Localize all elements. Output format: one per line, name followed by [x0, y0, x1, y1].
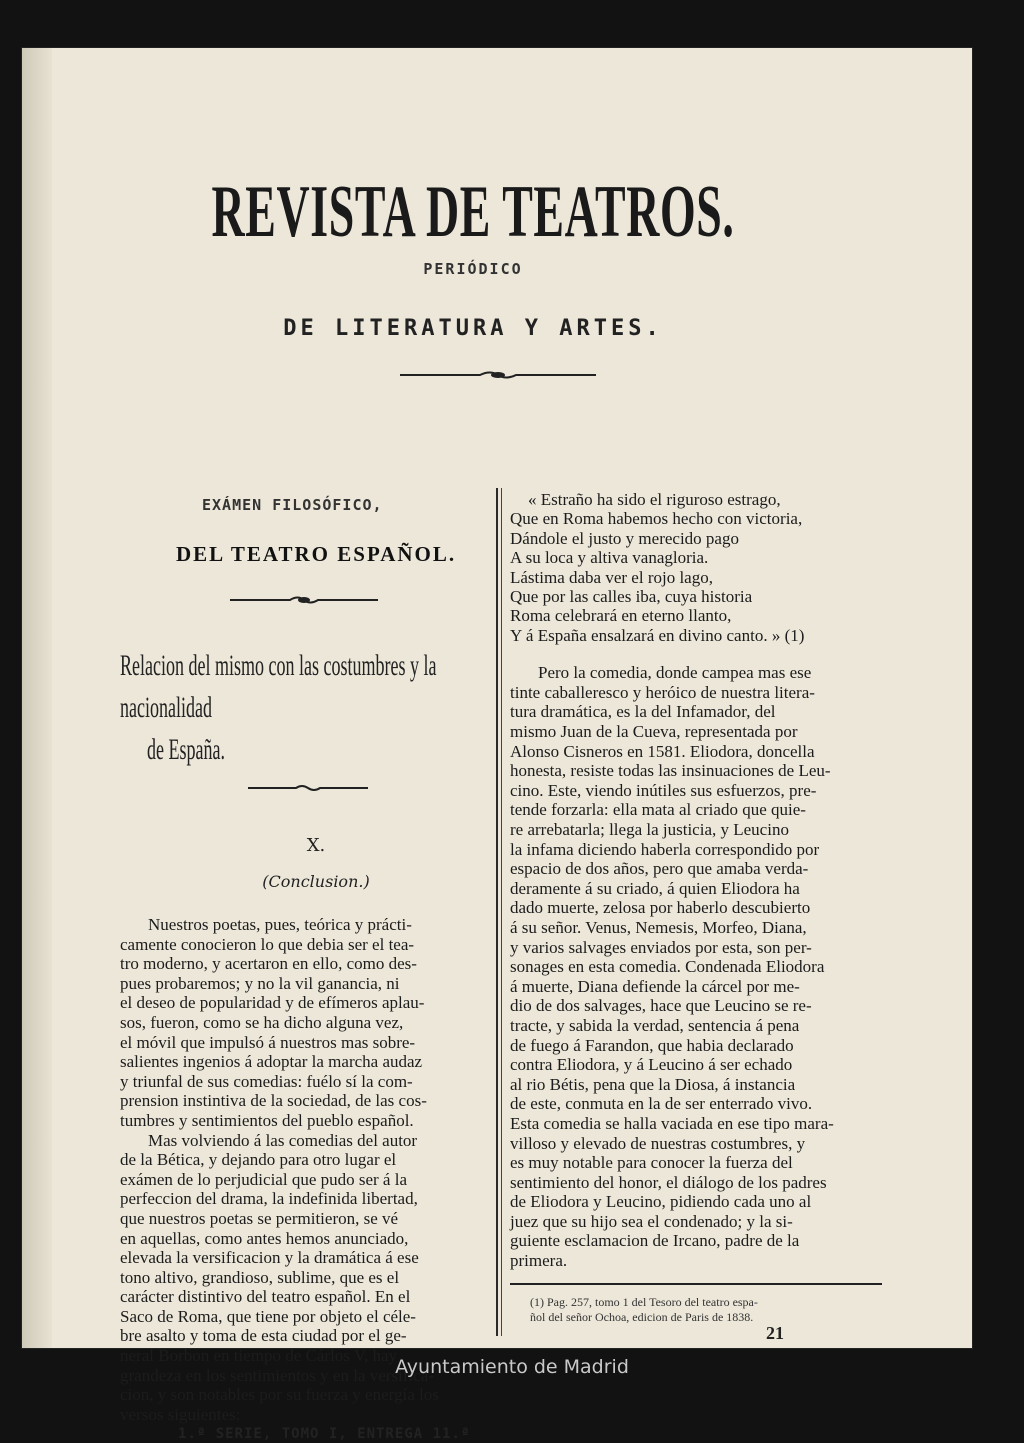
text-line: dado muerte, zelosa por haberlo descubierto	[510, 898, 811, 918]
footnote-line: (1) Pag. 257, tomo 1 del Tesoro del teatro espa-	[530, 1294, 758, 1309]
page-spine	[22, 48, 52, 1348]
section-subheading: DEL TEATRO ESPAÑOL.	[176, 542, 457, 566]
text-line: carácter distintivo del teatro español. En el	[120, 1287, 411, 1307]
text-line: honesta, resiste todas las insinuaciones de Leu-	[510, 761, 831, 781]
text-line: perfeccion del drama, la indefinida libertad,	[120, 1189, 418, 1209]
text-line: tono altivo, grandioso, sublime, que es el	[120, 1267, 400, 1287]
text-line: mismo Juan de la Cueva, representada por	[510, 722, 798, 742]
text-line: Esta comedia se halla vaciada en ese tipo mara-	[510, 1113, 834, 1133]
footnote-line: ñol del señor Ochoa, edicion de Paris de 1838.	[530, 1309, 754, 1324]
chapter-numeral: X.	[306, 835, 326, 856]
text-line: tumbres y sentimientos del pueblo español.	[120, 1110, 414, 1130]
issue-footer: 1.ª SERIE, TOMO I, ENTREGA 11.ª	[178, 1426, 471, 1443]
right-column	[510, 488, 890, 1344]
section-ornament	[230, 595, 512, 605]
text-line: re arrebatarla; llega la justicia, y Leucino	[510, 820, 789, 839]
text-line: bre asalto y toma de esta ciudad por el ge-	[120, 1326, 407, 1346]
verse-line: « Estraño ha sido el riguroso estrago,	[528, 490, 781, 509]
verse-line: A su loca y altiva vanagloria.	[510, 548, 709, 568]
text-line: tracte, y sabida la verdad, sentencia á pena	[510, 1015, 800, 1035]
text-line: en aquellas, como antes hemos anunciado,	[120, 1228, 409, 1248]
text-line: de Eliodora y Leucino, pidiendo cada uno al	[510, 1192, 812, 1212]
text-line: villoso y elevado de nuestras costumbres, y	[510, 1133, 806, 1153]
relation-ornament	[248, 783, 512, 793]
text-line: versos siguientes:	[120, 1404, 241, 1424]
text-line: á su señor. Venus, Nemesis, Morfeo, Diana,	[510, 917, 807, 937]
paragraph-2	[120, 1131, 512, 1425]
text-line: Pero la comedia, donde campea mas ese	[538, 663, 812, 683]
paragraph-1	[120, 915, 512, 1131]
text-line: y varios salvages enviados por esta, son per-	[510, 937, 812, 957]
watermark: Ayuntamiento de Madrid	[395, 1356, 629, 1378]
section-heading: EXÁMEN FILOSÓFICO,	[202, 496, 383, 514]
text-line: el deseo de popularidad y de efímeros aplau-	[120, 993, 425, 1013]
journal-subtitle: PERIÓDICO	[423, 260, 523, 278]
verse-line: Que por las calles iba, cuya historia	[510, 587, 753, 607]
verse-line: Roma celebrará en eterno llanto,	[510, 606, 732, 626]
text-line: espacio de dos años, pero que amaba verda-	[510, 859, 809, 879]
header-ornament	[400, 370, 596, 380]
text-line: pues probaremos; y no la vil ganancia, ni	[120, 973, 400, 993]
verse-quote	[510, 490, 890, 645]
text-line: camente conocieron lo que debia ser el tea-	[120, 934, 415, 954]
text-line: Alonso Cisneros en 1581. Eliodora, doncella	[510, 741, 815, 761]
text-line: que nuestros poetas se permitieron, se vé	[120, 1208, 399, 1228]
text-line: prension instintiva de la sociedad, de las cos-	[120, 1091, 427, 1111]
text-line: contra Eliodora, y á Leucino á ser echado	[510, 1055, 793, 1075]
journal-title: REVISTA DE TEATROS.	[211, 171, 735, 253]
verse-line: Que en Roma habemos hecho con victoria,	[510, 509, 803, 529]
verse-line: Lástima daba ver el rojo lago,	[510, 567, 713, 587]
text-line: Mas volviendo á las comedias del autor	[148, 1130, 418, 1150]
text-line: la infama diciendo haberla correspondido por	[510, 839, 820, 859]
text-line: y triunfal de sus comedias: fuélo sí la com-	[120, 1071, 413, 1091]
text-line: exámen de lo perjudicial que pudo ser á la	[120, 1169, 407, 1189]
relation-line-2: de España.	[147, 733, 225, 766]
text-line: á muerte, Diana defiende la cárcel por me-	[510, 976, 800, 996]
footnote	[510, 1295, 890, 1325]
text-line: deramente á su criado, á quien Eliodora ha	[510, 878, 800, 898]
text-line: tende forzarla: ella mata al criado que quie-	[510, 800, 806, 820]
relation-heading	[120, 645, 510, 771]
text-line: elevada la versificacion y la dramática á ese	[120, 1248, 419, 1268]
text-line: el móvil que impulsó á nuestros mas sobre-	[120, 1032, 416, 1052]
text-line: tinte caballeresco y heróico de nuestra litera-	[510, 682, 815, 702]
page-number: 21	[766, 1322, 784, 1343]
text-line: guiente esclamacion de Ircano, padre de la	[510, 1231, 800, 1251]
text-line: de este, conmuta en la de ser enterrado vivo.	[510, 1094, 813, 1114]
text-line: cino. Este, viendo inútiles sus esfuerzos, pre-	[510, 780, 817, 800]
text-line: grandeza en los sentimientos y en la versifica-	[120, 1365, 434, 1385]
text-line: Saco de Roma, que tiene por objeto el céle-	[120, 1306, 416, 1326]
relation-line-1: Relacion del mismo con las costumbres y la nacionalidad	[120, 649, 437, 724]
text-line: tro moderno, y acertaron en ello, como des-	[120, 954, 417, 974]
text-line: tura dramática, es la del Infamador, del	[510, 702, 776, 722]
text-line: sentimiento del honor, el diálogo de los padres	[510, 1172, 827, 1192]
text-line: primera.	[510, 1251, 568, 1271]
journal-subtitle-2: DE LITERATURA Y ARTES.	[283, 316, 663, 341]
text-line: sonages en esta comedia. Condenada Eliodora	[510, 957, 825, 977]
text-line: de fuego á Farandon, que habia declarado	[510, 1035, 794, 1055]
text-line: es muy notable para conocer la fuerza del	[510, 1153, 793, 1173]
text-line: al rio Bétis, pena que la Diosa, á instancia	[510, 1074, 796, 1094]
text-line: dio de dos salvages, hace que Leucino se re-	[510, 996, 812, 1016]
text-line: cion, y son notables por su fuerza y energía los	[120, 1385, 439, 1405]
verse-line: Y á España ensalzará en divino canto. » (1)	[510, 625, 805, 645]
conclusion-label: (Conclusion.)	[262, 872, 370, 891]
paragraph-3	[510, 663, 890, 1270]
text-line: neral Borbon en tiempo de Cárlos V, hay	[120, 1346, 397, 1366]
left-column	[120, 488, 512, 1442]
footnote-rule	[510, 1283, 882, 1285]
text-line: salientes ingenios á adoptar la marcha audaz	[120, 1052, 423, 1072]
text-line: Nuestros poetas, pues, teórica y prácti-	[148, 915, 412, 934]
text-line: de la Bética, y dejando para otro lugar el	[120, 1150, 397, 1170]
text-line: juez que su hijo sea el condenado; y la si-	[510, 1211, 793, 1231]
text-line: sos, fueron, como se ha dicho alguna vez,	[120, 1012, 404, 1032]
verse-line: Dándole el justo y merecido pago	[510, 528, 739, 548]
